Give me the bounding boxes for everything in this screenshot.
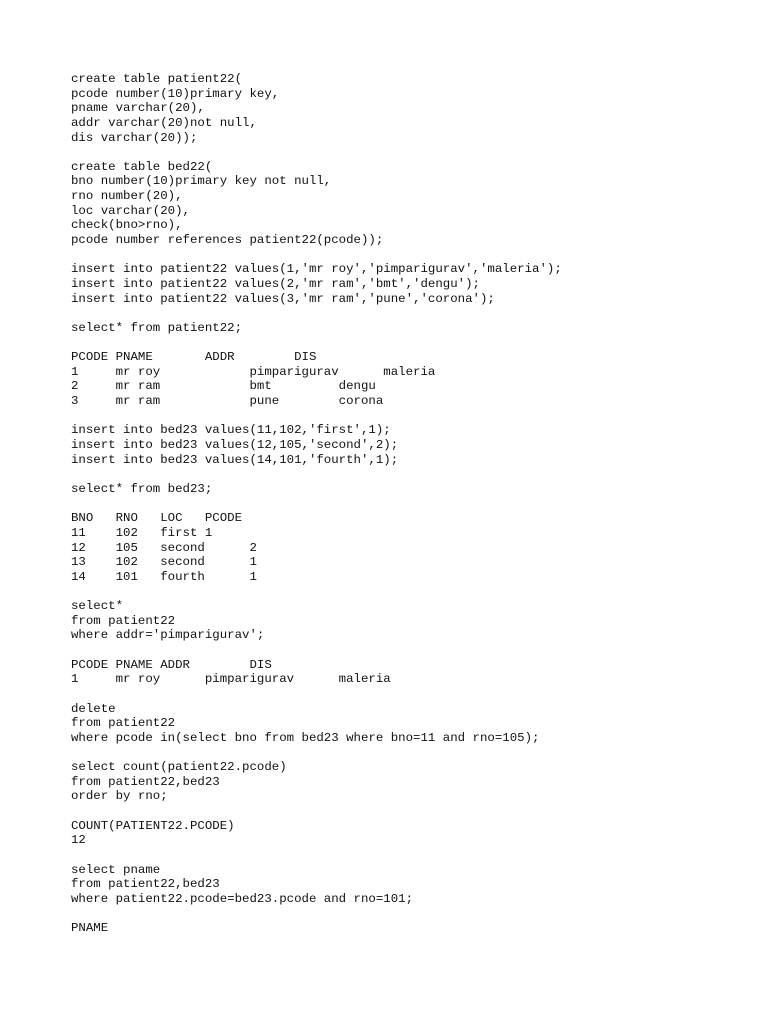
- code-line: pcode number(10)primary key,: [71, 86, 280, 101]
- result-row: 11 102 first 1: [71, 525, 213, 540]
- code-line: select* from bed23;: [71, 481, 213, 496]
- code-line: select* from patient22;: [71, 320, 243, 335]
- blank-line: [71, 848, 751, 863]
- result-header: PCODE PNAME ADDR DIS: [71, 657, 272, 672]
- code-line: where pcode in(select bno from bed23 where bno=11 and rno=105);: [71, 730, 540, 745]
- code-line: select*: [71, 599, 124, 614]
- code-line: dis varchar(20));: [71, 130, 198, 145]
- code-line: insert into bed23 values(11,102,'first',1);: [71, 423, 391, 438]
- code-line: insert into bed23 values(14,101,'fourth',1);: [71, 452, 399, 467]
- blank-line: [71, 306, 751, 321]
- code-line: where addr='pimparigurav';: [71, 628, 265, 643]
- blank-line: [71, 687, 751, 702]
- result-row: 2 mr ram bmt dengu: [71, 379, 376, 394]
- code-line: from patient22: [71, 613, 176, 628]
- result-row: 1 mr roy pimparigurav maleria: [71, 364, 436, 379]
- code-line: from patient22,bed23: [71, 877, 220, 892]
- blank-line: [71, 336, 751, 351]
- result-header: PCODE PNAME ADDR DIS: [71, 350, 317, 365]
- result-row: 1 mr roy pimparigurav maleria: [71, 672, 391, 687]
- result-row: 14 101 fourth 1: [71, 569, 257, 584]
- code-line: insert into patient22 values(3,'mr ram','pune','corona');: [71, 291, 495, 306]
- result-row: 3 mr ram pune corona: [71, 394, 384, 409]
- code-line: order by rno;: [71, 789, 168, 804]
- blank-line: [71, 907, 751, 922]
- code-line: insert into patient22 values(2,'mr ram','bmt','dengu');: [71, 276, 480, 291]
- code-line: from patient22,bed23: [71, 774, 220, 789]
- blank-line: [71, 467, 751, 482]
- result-header: BNO RNO LOC PCODE: [71, 511, 243, 526]
- code-line: insert into patient22 values(1,'mr roy','pimparigurav','maleria');: [71, 262, 562, 277]
- code-line: create table bed22(: [71, 159, 213, 174]
- blank-line: [71, 409, 751, 424]
- code-line: select pname: [71, 862, 161, 877]
- code-line: rno number(20),: [71, 189, 183, 204]
- blank-line: [71, 497, 751, 512]
- result-header: PNAME: [71, 921, 109, 936]
- result-header: COUNT(PATIENT22.PCODE): [71, 818, 235, 833]
- code-line: check(bno>rno),: [71, 218, 183, 233]
- code-line: insert into bed23 values(12,105,'second',2);: [71, 438, 399, 453]
- code-line: where patient22.pcode=bed23.pcode and rno=101;: [71, 891, 414, 906]
- result-row: 13 102 second 1: [71, 555, 257, 570]
- code-line: pname varchar(20),: [71, 101, 205, 116]
- code-line: create table patient22(: [71, 72, 243, 86]
- code-line: loc varchar(20),: [71, 203, 190, 218]
- code-line: from patient22: [71, 716, 176, 731]
- blank-line: [71, 745, 751, 760]
- code-line: select count(patient22.pcode): [71, 760, 287, 775]
- blank-line: [71, 584, 751, 599]
- blank-line: [71, 145, 751, 160]
- code-line: pcode number references patient22(pcode));: [71, 233, 384, 248]
- result-row: 12 105 second 2: [71, 540, 257, 555]
- code-line: bno number(10)primary key not null,: [71, 174, 332, 189]
- document-page: [71, 72, 751, 936]
- result-row: 12: [71, 833, 86, 848]
- code-line: delete: [71, 701, 116, 716]
- blank-line: [71, 643, 751, 658]
- blank-line: [71, 804, 751, 819]
- blank-line: [71, 248, 751, 263]
- code-line: addr varchar(20)not null,: [71, 115, 257, 130]
